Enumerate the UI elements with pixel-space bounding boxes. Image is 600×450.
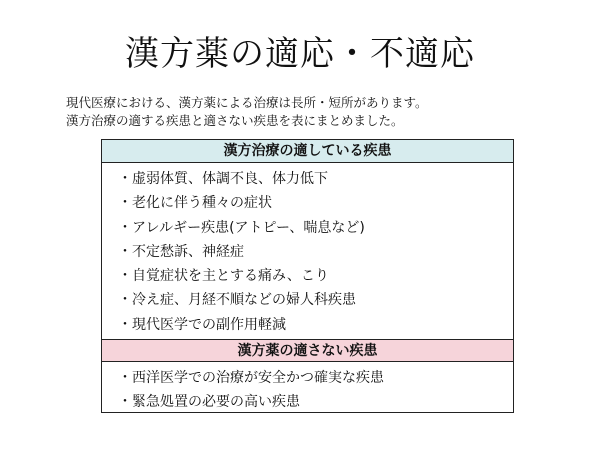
bullet: ・ [118, 268, 132, 285]
slide-title: 漢方薬の適応・不適応 [125, 34, 475, 74]
intro-text [66, 94, 586, 130]
suitable-list [102, 163, 513, 339]
list-item [118, 167, 513, 191]
list-item-text: 西洋医学での治療が安全かつ確実な疾患 [132, 370, 384, 387]
list-item [118, 366, 513, 390]
bullet: ・ [118, 243, 132, 260]
list-item [118, 264, 513, 288]
bullet: ・ [118, 394, 132, 411]
indication-table [101, 139, 514, 413]
bullet: ・ [118, 171, 132, 187]
list-item-text: 老化に伴う種々の症状 [132, 195, 272, 212]
list-item [118, 216, 513, 240]
bullet: ・ [118, 370, 132, 387]
intro-line-2: 漢方治療の適する疾患と適さない疾患を表にまとめました。 [66, 113, 404, 128]
list-item-text: 虚弱体質、体調不良、体力低下 [132, 171, 328, 187]
list-item-text: アレルギー疾患(アトピー、喘息など) [132, 219, 365, 236]
list-item-text: 緊急処置の必要の高い疾患 [132, 394, 300, 411]
list-item-text: 現代医学での副作用軽減 [132, 316, 286, 333]
suitable-header: 漢方治療の適している疾患 [102, 140, 513, 163]
list-item-text: 不定愁訴、神経症 [132, 243, 244, 260]
bullet: ・ [118, 219, 132, 236]
list-item [118, 313, 513, 337]
bullet: ・ [118, 195, 132, 212]
intro-line-1: 現代医療における、漢方薬による治療は長所・短所があります。 [66, 95, 428, 110]
unsuitable-header: 漢方薬の適さない疾患 [102, 339, 513, 362]
list-item-text: 自覚症状を主とする痛み、こり [132, 268, 329, 285]
list-item-text: 冷え症、月経不順などの婦人科疾患 [132, 292, 356, 309]
list-item [118, 288, 513, 312]
bullet: ・ [118, 316, 132, 333]
list-item [118, 191, 513, 215]
list-item [118, 390, 513, 414]
list-item [118, 240, 513, 264]
bullet: ・ [118, 292, 132, 309]
unsuitable-list [102, 362, 513, 417]
